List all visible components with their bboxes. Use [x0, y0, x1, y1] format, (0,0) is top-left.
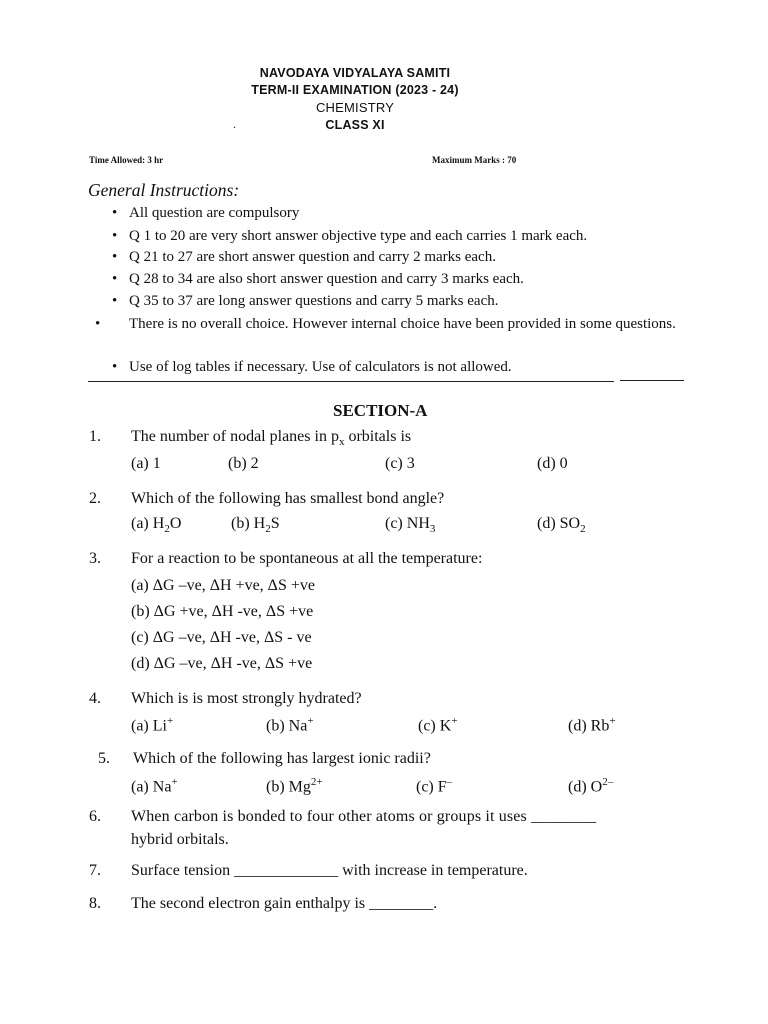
- question-number: 4.: [89, 690, 101, 707]
- stray-mark: .: [233, 117, 236, 131]
- question-text: The number of nodal planes in $p_x$ orbitals is: [131, 428, 412, 449]
- option-b: (b) ΔG +ve, ΔH -ve, ΔS +ve: [131, 603, 314, 620]
- option-a: (a) Na+: [131, 776, 178, 796]
- option-b: (b) $H_2S$: [231, 515, 280, 536]
- divider-line-right: [620, 380, 684, 381]
- bullet-icon: •: [95, 316, 101, 332]
- bullet-icon: •: [112, 271, 118, 287]
- question-number: 1.: [89, 428, 101, 445]
- question-text: For a reaction to be spontaneous at all the temperature:: [131, 550, 483, 567]
- option-c: (c) ΔG –ve, ΔH -ve, ΔS - ve: [131, 629, 312, 646]
- bullet-icon: •: [112, 359, 118, 375]
- instructions-heading: General Instructions:: [88, 180, 240, 200]
- class-title: CLASS XI: [325, 118, 385, 132]
- question-text: When carbon is bonded to four other atoms or groups it uses ________: [131, 808, 597, 825]
- question-text: Surface tension _____________ with increase in temperature.: [131, 862, 528, 879]
- option-c: (c) $NH_3$: [385, 515, 436, 536]
- divider-line: [88, 381, 614, 382]
- bullet-icon: •: [112, 228, 118, 244]
- bullet-icon: •: [112, 205, 118, 221]
- option-d: (d) 0: [537, 455, 568, 472]
- option-a: (a) 1: [131, 455, 161, 472]
- question-text: Which of the following has largest ionic radii?: [133, 750, 431, 767]
- option-b: (b) Na+: [266, 715, 314, 735]
- instruction-item: • Use of log tables if necessary. Use of calculators is not allowed.: [112, 359, 512, 375]
- question-number: 2.: [89, 490, 101, 507]
- question-number: 8.: [89, 895, 101, 912]
- option-d: (d) $O^{2-}$: [568, 776, 614, 796]
- question-number: 6.: [89, 808, 101, 825]
- option-d: (d) $SO_2$: [537, 515, 586, 536]
- bullet-icon: •: [112, 293, 118, 309]
- org-name: NAVODAYA VIDYALAYA SAMITI: [259, 66, 451, 80]
- question-text: Which is is most strongly hydrated?: [131, 690, 362, 707]
- option-a: (a) Li+: [131, 715, 174, 735]
- time-allowed: Time Allowed: 3 hr: [89, 155, 164, 165]
- option-b: (b) $Mg^{2+}$: [266, 776, 323, 796]
- option-c: (c) K+: [418, 715, 458, 735]
- question-number: 5.: [98, 750, 110, 767]
- option-c: (c) 3: [385, 455, 415, 472]
- question-number: 7.: [89, 862, 101, 879]
- subject-title: CHEMISTRY: [315, 100, 395, 115]
- question-text-continued: hybrid orbitals.: [131, 831, 229, 848]
- option-d: (d) Rb+: [568, 715, 616, 735]
- option-c: (c) F–: [416, 776, 453, 796]
- exam-title: TERM-II EXAMINATION (2023 - 24): [251, 83, 459, 97]
- question-text: The second electron gain enthalpy is ________.: [131, 895, 438, 912]
- bullet-icon: •: [112, 249, 118, 265]
- option-d: (d) ΔG –ve, ΔH -ve, ΔS +ve: [131, 655, 313, 672]
- option-b: (b) 2: [228, 455, 259, 472]
- section-title: SECTION-A: [333, 401, 428, 420]
- question-text: Which of the following has smallest bond angle?: [131, 490, 445, 507]
- instruction-item: • Q 35 to 37 are long answer questions and carry 5 marks each.: [112, 293, 499, 309]
- instruction-item: • Q 28 to 34 are also short answer question and carry 3 marks each.: [112, 271, 524, 287]
- instruction-item: • All question are compulsory: [112, 205, 300, 221]
- option-a: (a) $H_2O$: [131, 515, 182, 536]
- option-a: (a) ΔG –ve, ΔH +ve, ΔS +ve: [131, 577, 315, 594]
- instruction-item: • There is no overall choice. However internal choice have been provided in some questions.: [112, 313, 692, 335]
- instruction-item: • Q 21 to 27 are short answer question and carry 2 marks each.: [112, 249, 496, 265]
- question-number: 3.: [89, 550, 101, 567]
- maximum-marks: Maximum Marks : 70: [432, 155, 517, 165]
- instruction-item: • Q 1 to 20 are very short answer objective type and each carries 1 mark each.: [112, 228, 588, 244]
